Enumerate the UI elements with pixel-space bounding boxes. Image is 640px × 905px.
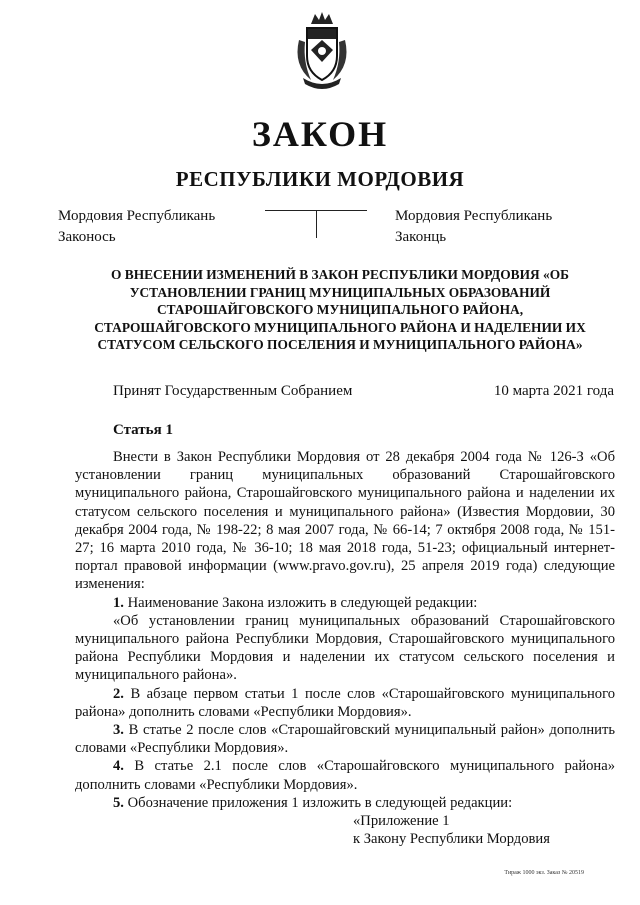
item-number: 5. (113, 794, 124, 811)
intro-paragraph: Внести в Закон Республики Мордовия от 28 декабря 2004 года № 126-З «Об установлении границ муниципальных образований Старошайговского муниципального района, Старошайговского муниципального района и наделении их статусом сельского поселения и муниципального района» (Известия Мордовии, 30 декабря 2004 года, № 198-22; 8 мая 2007 года, № 66-14; 7 октября 2008 года, № 151-27; 16 марта 2010 года, № 36-10; 18 мая 2018 года, 51-23; официальный интернет-портал правовой информации (www.pravo.gov.ru), 25 апреля 2019 года) следующие изменения: (75, 449, 615, 593)
item-number: 1. (113, 594, 124, 611)
item-number: 4. (113, 758, 124, 775)
quoted-title: «Об установлении границ муниципальных образований Старошайговского муниципального района Республики Мордовия, Старошайговского муниципального района Республики Мордовия и наделении их статусом сельского поселения и муниципального района». (75, 612, 615, 684)
article-heading: Статья 1 (113, 422, 173, 438)
item-text: Наименование Закона изложить в следующей редакции: (127, 594, 478, 611)
appendix-line1: «Приложение 1 (353, 813, 450, 830)
item-number: 2. (113, 685, 124, 702)
item-text: В статье 2.1 после слов «Старошайговского муниципального района» дополнить словами «Республики Мордовия». (75, 758, 616, 793)
item-number: 3. (113, 722, 124, 739)
header-right-line1: Мордовия Республикань (395, 208, 553, 224)
list-item (75, 594, 615, 612)
appendix-line2: к Закону Республики Мордовия (353, 831, 550, 848)
item-text: В статье 2 после слов «Старошайговский муниципальный район» дополнить словами «Республики Мордовия». (75, 722, 615, 757)
list-item (75, 794, 615, 812)
document-subtitle: РЕСПУБЛИКИ МОРДОВИЯ (175, 167, 465, 191)
header-right-block (395, 206, 552, 248)
header-right-line2: Законць (395, 229, 447, 245)
item-text: Обозначение приложения 1 изложить в следующей редакции: (127, 794, 513, 811)
header-left-line1: Мордовия Республикань (58, 208, 216, 224)
coat-of-arms-icon (289, 10, 355, 90)
item-text: В абзаце первом статьи 1 после слов «Старошайговского муниципального района» дополнить словами «Республики Мордовия». (75, 685, 615, 720)
law-name: О ВНЕСЕНИИ ИЗМЕНЕНИЙ В ЗАКОН РЕСПУБЛИКИ МОРДОВИЯ «ОБ УСТАНОВЛЕНИИ ГРАНИЦ МУНИЦИПАЛЬНЫХ ОБРАЗОВАНИЙ СТАРОШАЙГОВСКОГО МУНИЦИПАЛЬНОГО РАЙОНА, СТАРОШАЙГОВСКОГО МУНИЦИПАЛЬНОГО РАЙОНА И НАДЕЛЕНИИ ИХ СТАТУСОМ СЕЛЬСКОГО ПОСЕЛЕНИЯ И МУНИЦИПАЛЬНОГО РАЙОНА» (94, 267, 586, 352)
header-left-block (58, 206, 215, 248)
list-item (75, 721, 615, 757)
print-run-note: Тираж 1000 экз. Заказ № 20519 (504, 870, 584, 876)
list-item (75, 685, 615, 721)
header-divider-vertical (316, 210, 317, 238)
adopted-date: 10 марта 2021 года (493, 383, 614, 399)
adopted-by: Принят Государственным Собранием (113, 383, 353, 399)
header-left-line2: Законось (58, 229, 116, 245)
article-body (75, 448, 615, 848)
list-item (75, 757, 615, 793)
document-title: ЗАКОН (251, 114, 389, 154)
